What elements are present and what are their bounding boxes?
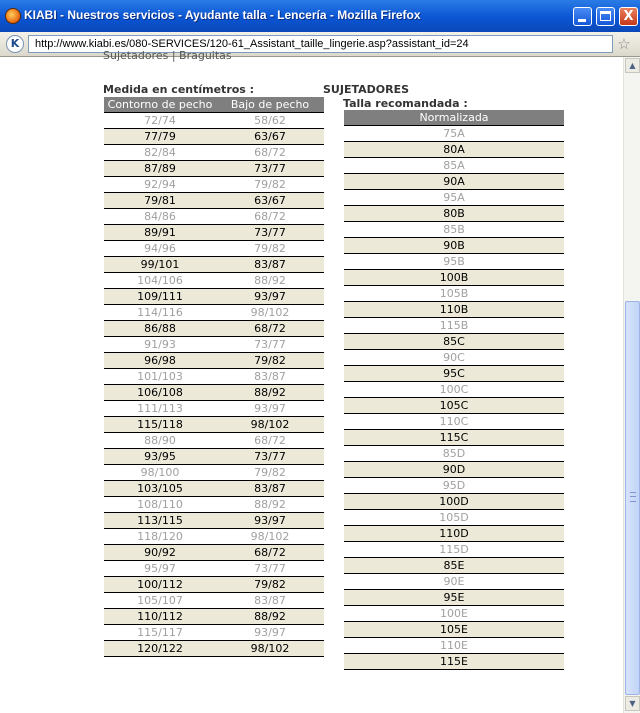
table-row xyxy=(344,238,564,254)
table-row xyxy=(344,558,564,574)
maximize-button[interactable] xyxy=(596,7,615,26)
chest-cell: 95/97 xyxy=(104,561,216,577)
chest-cell: 114/116 xyxy=(104,305,216,321)
underbust-cell: 79/82 xyxy=(216,577,324,593)
underbust-cell: 63/67 xyxy=(216,129,324,145)
table-row xyxy=(104,353,324,369)
measure-table xyxy=(104,97,324,657)
chest-cell: 89/91 xyxy=(104,225,216,241)
header-chest: Contorno de pecho xyxy=(104,97,216,113)
table-row xyxy=(344,318,564,334)
underbust-cell: 98/102 xyxy=(216,417,324,433)
underbust-cell: 98/102 xyxy=(216,641,324,657)
category-links[interactable]: Sujetadores | Braguitas xyxy=(103,49,232,62)
table-row xyxy=(344,254,564,270)
url-input[interactable]: http://www.kiabi.es/080-SERVICES/120-61_Assistant_taille_lingerie.asp?assistant_id=24 xyxy=(28,35,613,53)
underbust-cell: 79/82 xyxy=(216,177,324,193)
size-cell: 115C xyxy=(344,430,564,446)
table-row xyxy=(104,609,324,625)
size-cell: 95D xyxy=(344,478,564,494)
underbust-cell: 93/97 xyxy=(216,289,324,305)
table-row xyxy=(104,145,324,161)
table-row xyxy=(104,513,324,529)
size-cell: 85D xyxy=(344,446,564,462)
table-row xyxy=(104,177,324,193)
chest-cell: 86/88 xyxy=(104,321,216,337)
chest-cell: 79/81 xyxy=(104,193,216,209)
table-row xyxy=(104,289,324,305)
minimize-icon xyxy=(578,19,586,22)
chest-cell: 93/95 xyxy=(104,449,216,465)
table-row xyxy=(344,414,564,430)
underbust-cell: 93/97 xyxy=(216,401,324,417)
chest-cell: 92/94 xyxy=(104,177,216,193)
table-row xyxy=(104,497,324,513)
header-underbust: Bajo de pecho xyxy=(216,97,324,113)
table-row xyxy=(344,462,564,478)
chest-cell: 120/122 xyxy=(104,641,216,657)
size-table xyxy=(344,110,564,670)
size-cell: 90C xyxy=(344,350,564,366)
table-row xyxy=(104,193,324,209)
size-cell: 100D xyxy=(344,494,564,510)
header-normalized: Normalizada xyxy=(344,110,564,126)
table-row xyxy=(344,334,564,350)
chest-cell: 98/100 xyxy=(104,465,216,481)
table-row xyxy=(344,270,564,286)
size-cell: 85A xyxy=(344,158,564,174)
size-cell: 90B xyxy=(344,238,564,254)
size-heading: Talla recomandada : xyxy=(343,97,468,110)
category-heading: SUJETADORES xyxy=(323,83,410,96)
chest-cell: 100/112 xyxy=(104,577,216,593)
table-row xyxy=(104,321,324,337)
underbust-cell: 73/77 xyxy=(216,449,324,465)
chest-cell: 104/106 xyxy=(104,273,216,289)
scroll-down-icon[interactable]: ▼ xyxy=(625,696,640,711)
scroll-grip-icon xyxy=(630,492,636,502)
table-row xyxy=(344,302,564,318)
table-row xyxy=(104,161,324,177)
close-icon: X xyxy=(623,9,634,24)
table-row xyxy=(344,494,564,510)
table-row xyxy=(344,526,564,542)
underbust-cell: 79/82 xyxy=(216,241,324,257)
underbust-cell: 88/92 xyxy=(216,497,324,513)
measure-heading: Medida en centímetros : xyxy=(103,83,255,96)
table-row xyxy=(344,446,564,462)
page-content xyxy=(0,49,623,713)
chest-cell: 91/93 xyxy=(104,337,216,353)
size-cell: 115B xyxy=(344,318,564,334)
underbust-cell: 68/72 xyxy=(216,433,324,449)
underbust-cell: 73/77 xyxy=(216,225,324,241)
chest-cell: 99/101 xyxy=(104,257,216,273)
underbust-cell: 88/92 xyxy=(216,609,324,625)
size-cell: 115E xyxy=(344,654,564,670)
size-cell: 90E xyxy=(344,574,564,590)
table-row xyxy=(104,449,324,465)
table-row xyxy=(104,481,324,497)
size-cell: 95E xyxy=(344,590,564,606)
chest-cell: 113/115 xyxy=(104,513,216,529)
size-cell: 110D xyxy=(344,526,564,542)
table-row xyxy=(344,222,564,238)
scroll-up-icon[interactable]: ▲ xyxy=(625,58,640,73)
table-row xyxy=(104,273,324,289)
underbust-cell: 83/87 xyxy=(216,257,324,273)
site-favicon-icon: K xyxy=(6,35,24,53)
underbust-cell: 73/77 xyxy=(216,561,324,577)
underbust-cell: 83/87 xyxy=(216,593,324,609)
underbust-cell: 68/72 xyxy=(216,209,324,225)
table-row xyxy=(104,225,324,241)
underbust-cell: 79/82 xyxy=(216,353,324,369)
chest-cell: 94/96 xyxy=(104,241,216,257)
table-row xyxy=(104,209,324,225)
size-cell: 105D xyxy=(344,510,564,526)
underbust-cell: 58/62 xyxy=(216,113,324,129)
size-cell: 85B xyxy=(344,222,564,238)
chest-cell: 105/107 xyxy=(104,593,216,609)
underbust-cell: 73/77 xyxy=(216,161,324,177)
underbust-cell: 88/92 xyxy=(216,273,324,289)
table-row xyxy=(104,305,324,321)
chest-cell: 84/86 xyxy=(104,209,216,225)
table-row xyxy=(344,654,564,670)
table-row xyxy=(104,433,324,449)
address-bar xyxy=(0,32,640,57)
table-row xyxy=(344,174,564,190)
title-bar xyxy=(0,0,640,33)
minimize-button[interactable] xyxy=(573,7,592,26)
table-row xyxy=(104,577,324,593)
chest-cell: 109/111 xyxy=(104,289,216,305)
size-cell: 110B xyxy=(344,302,564,318)
size-cell: 110E xyxy=(344,638,564,654)
scroll-thumb[interactable] xyxy=(625,301,640,695)
table-row xyxy=(344,622,564,638)
table-row xyxy=(104,529,324,545)
table-row xyxy=(104,545,324,561)
table-row xyxy=(104,417,324,433)
underbust-cell: 88/92 xyxy=(216,385,324,401)
size-cell: 80A xyxy=(344,142,564,158)
size-cell: 105C xyxy=(344,398,564,414)
chest-cell: 87/89 xyxy=(104,161,216,177)
table-row xyxy=(104,129,324,145)
table-row xyxy=(104,401,324,417)
size-cell: 110C xyxy=(344,414,564,430)
table-row xyxy=(344,366,564,382)
chest-cell: 106/108 xyxy=(104,385,216,401)
table-row xyxy=(344,158,564,174)
underbust-cell: 68/72 xyxy=(216,321,324,337)
chest-cell: 101/103 xyxy=(104,369,216,385)
size-cell: 85E xyxy=(344,558,564,574)
vertical-scrollbar[interactable] xyxy=(623,57,640,713)
firefox-icon xyxy=(5,8,21,24)
table-row xyxy=(104,241,324,257)
chest-cell: 90/92 xyxy=(104,545,216,561)
table-row xyxy=(104,561,324,577)
table-row xyxy=(104,641,324,657)
table-row xyxy=(344,190,564,206)
underbust-cell: 93/97 xyxy=(216,513,324,529)
underbust-cell: 83/87 xyxy=(216,481,324,497)
table-row xyxy=(344,286,564,302)
table-row xyxy=(344,126,564,142)
table-row xyxy=(344,398,564,414)
chest-cell: 88/90 xyxy=(104,433,216,449)
underbust-cell: 73/77 xyxy=(216,337,324,353)
chest-cell: 103/105 xyxy=(104,481,216,497)
chest-cell: 108/110 xyxy=(104,497,216,513)
chest-cell: 118/120 xyxy=(104,529,216,545)
size-cell: 115D xyxy=(344,542,564,558)
maximize-icon xyxy=(600,11,611,21)
table-row xyxy=(104,257,324,273)
underbust-cell: 68/72 xyxy=(216,545,324,561)
chest-cell: 110/112 xyxy=(104,609,216,625)
chest-cell: 72/74 xyxy=(104,113,216,129)
table-row xyxy=(344,382,564,398)
chest-cell: 82/84 xyxy=(104,145,216,161)
table-row xyxy=(104,593,324,609)
chest-cell: 111/113 xyxy=(104,401,216,417)
underbust-cell: 68/72 xyxy=(216,145,324,161)
underbust-cell: 98/102 xyxy=(216,305,324,321)
chest-cell: 115/118 xyxy=(104,417,216,433)
table-row xyxy=(344,638,564,654)
size-cell: 100E xyxy=(344,606,564,622)
table-row xyxy=(344,590,564,606)
size-cell: 90D xyxy=(344,462,564,478)
size-cell: 75A xyxy=(344,126,564,142)
table-row xyxy=(104,113,324,129)
size-cell: 80B xyxy=(344,206,564,222)
size-cell: 100C xyxy=(344,382,564,398)
window-title: KIABI - Nuestros servicios - Ayudante talla - Lencería - Mozilla Firefox xyxy=(24,8,421,22)
chest-cell: 115/117 xyxy=(104,625,216,641)
size-cell: 90A xyxy=(344,174,564,190)
table-row xyxy=(344,478,564,494)
chest-cell: 77/79 xyxy=(104,129,216,145)
table-row xyxy=(104,337,324,353)
underbust-cell: 98/102 xyxy=(216,529,324,545)
size-cell: 105E xyxy=(344,622,564,638)
underbust-cell: 79/82 xyxy=(216,465,324,481)
size-cell: 105B xyxy=(344,286,564,302)
size-cell: 95B xyxy=(344,254,564,270)
table-row xyxy=(344,350,564,366)
close-button[interactable] xyxy=(619,7,638,26)
table-row xyxy=(104,625,324,641)
bookmark-star-icon[interactable]: ☆ xyxy=(617,35,631,53)
table-row xyxy=(344,542,564,558)
table-row xyxy=(344,606,564,622)
table-row xyxy=(104,369,324,385)
underbust-cell: 63/67 xyxy=(216,193,324,209)
table-row xyxy=(104,465,324,481)
table-row xyxy=(104,385,324,401)
chest-cell: 96/98 xyxy=(104,353,216,369)
table-row xyxy=(344,510,564,526)
size-cell: 85C xyxy=(344,334,564,350)
table-row xyxy=(344,574,564,590)
size-cell: 95C xyxy=(344,366,564,382)
table-row xyxy=(344,142,564,158)
underbust-cell: 83/87 xyxy=(216,369,324,385)
underbust-cell: 93/97 xyxy=(216,625,324,641)
table-row xyxy=(344,430,564,446)
size-cell: 100B xyxy=(344,270,564,286)
table-row xyxy=(344,206,564,222)
size-cell: 95A xyxy=(344,190,564,206)
